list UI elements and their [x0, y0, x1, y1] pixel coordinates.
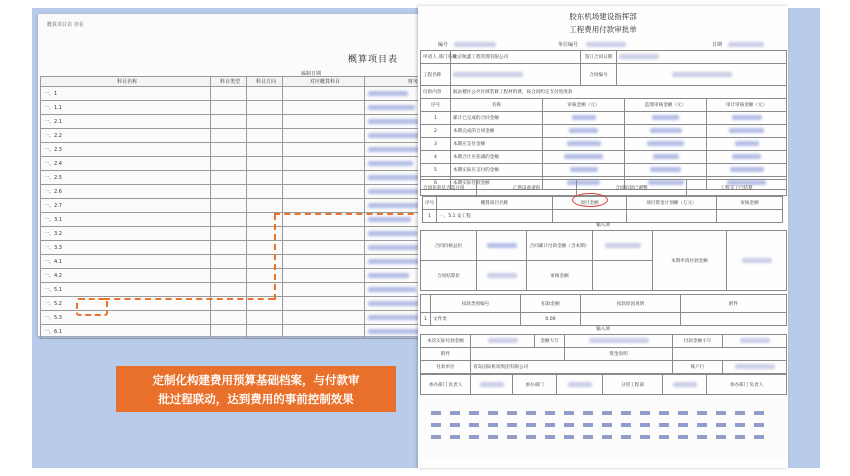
contract-total-label: 合同价格总价 [421, 231, 477, 261]
row-cell [283, 143, 365, 157]
progress-amount [543, 164, 625, 177]
amount-label: 本次实际付款金额 [421, 335, 471, 348]
row-cell [283, 241, 365, 255]
budget-col: 概算项目名称 [437, 197, 553, 210]
contract-name-label: 工程名称 [421, 64, 451, 86]
progress-amount [625, 112, 707, 125]
progress-amount-value [572, 115, 596, 120]
row-cell [283, 283, 365, 297]
progress-row [421, 112, 787, 125]
row-cell [211, 213, 247, 227]
table-row[interactable] [41, 143, 459, 157]
table-row[interactable] [41, 129, 459, 143]
row-code: 一、5.3 [41, 311, 211, 325]
flow-node [488, 435, 498, 439]
table-row[interactable] [41, 283, 459, 297]
progress-name: 本期合计应扣减的金额 [451, 151, 543, 164]
payment-type-c[interactable]: 工程交工已结算 [687, 180, 787, 196]
progress-amount [625, 164, 707, 177]
flow-node [659, 435, 669, 439]
flow-node [450, 423, 460, 427]
progress-amount [543, 112, 625, 125]
row-cell [247, 269, 283, 283]
sheet-subtitle: 编制日期 [301, 71, 322, 77]
table-row[interactable] [41, 115, 459, 129]
col-header[interactable]: 科目名称 [41, 77, 211, 87]
row-code: 一、3.2 [41, 227, 211, 241]
progress-amount-value [652, 115, 679, 120]
flow-node [754, 423, 764, 427]
flow-node [602, 411, 612, 415]
row-cell [247, 171, 283, 185]
col-header[interactable]: 科目类型 [211, 77, 247, 87]
flow-node [564, 435, 574, 439]
row-cell [211, 325, 247, 339]
progress-name: 累计已完成的合同金额 [451, 112, 543, 125]
pay-item-value: 航站楼区公共区域装修工程材料费，按合同约定支付进度款 [451, 86, 787, 99]
account-value [735, 364, 775, 369]
flow-node [431, 435, 441, 439]
flow-node [735, 411, 745, 415]
payment-type-table [420, 179, 787, 196]
finance-value [368, 161, 413, 166]
flow-node [564, 423, 574, 427]
row-code: 一、4.2 [41, 269, 211, 283]
table-row[interactable] [41, 269, 459, 283]
flow-node [716, 435, 726, 439]
progress-name: 本期实际应支付的金额 [451, 164, 543, 177]
flow-node [450, 435, 460, 439]
pay-item-label: 付款内容 [421, 86, 451, 99]
col-header[interactable]: 对应概算科目 [283, 77, 365, 87]
row-cell [247, 255, 283, 269]
row-code: 一、3.1 [41, 213, 211, 227]
finance-value [368, 119, 422, 124]
progress-col: 序号 [421, 99, 451, 112]
connector-line [104, 298, 274, 300]
flow-node [678, 423, 688, 427]
row-cell [211, 115, 247, 129]
approval-flow-bg [419, 395, 787, 461]
table-row[interactable] [41, 227, 459, 241]
col-header[interactable]: 科目方向 [247, 77, 283, 87]
flow-node [583, 435, 593, 439]
progress-amount-value [564, 154, 603, 159]
leader-label: 承办部门 [513, 375, 557, 395]
approval-flow-diagram [419, 395, 787, 461]
table-row[interactable] [41, 157, 459, 171]
flow-node [602, 423, 612, 427]
flow-node [488, 411, 498, 415]
flow-node [678, 435, 688, 439]
budget-col: 项目金额 [553, 197, 627, 210]
row-code: 一、6.1 [41, 325, 211, 339]
row-code: 一、5.2 [41, 297, 211, 311]
flow-node [621, 423, 631, 427]
budget-col: 序号 [423, 197, 437, 210]
row-cell [247, 185, 283, 199]
payment-type-b[interactable]: 合同价款已调整 [577, 180, 687, 196]
flow-node [754, 435, 764, 439]
contract-no-value [672, 72, 732, 77]
flow-node [450, 411, 460, 415]
progress-no: 2 [421, 125, 451, 138]
flow-node [469, 411, 479, 415]
row-cell [247, 129, 283, 143]
upper-value [589, 338, 649, 343]
deduct-row-name: 文件类 [431, 313, 521, 326]
flow-node [678, 411, 688, 415]
progress-amount [543, 125, 625, 138]
signature-table [420, 374, 787, 395]
row-cell [211, 227, 247, 241]
progress-row [421, 151, 787, 164]
progress-amount [707, 164, 787, 177]
progress-col: 监理审核金额（元） [625, 99, 707, 112]
progress-amount-value [650, 167, 681, 172]
row-cell [247, 241, 283, 255]
row-code: 一、2.3 [41, 143, 211, 157]
row-cell [283, 255, 365, 269]
dept-head-sign [480, 382, 504, 387]
flow-node [697, 411, 707, 415]
progress-amount-value [732, 154, 761, 159]
progress-col: 名称 [451, 99, 543, 112]
sheet-tab-label[interactable]: 概算项目表 查看 [47, 22, 84, 28]
flow-node [526, 435, 536, 439]
header-no-label: 编号 [438, 42, 449, 48]
contract-paid-value [605, 243, 641, 248]
progress-name: 本期完成的合同金额 [451, 125, 543, 138]
flow-node [545, 411, 555, 415]
contract-no-label: 合同编号 [581, 64, 617, 86]
table-row[interactable] [41, 325, 459, 339]
flow-node [735, 423, 745, 427]
row-cell [283, 297, 365, 311]
highlight-dashed-box [76, 298, 108, 316]
deduct-row-no: 1 [421, 313, 431, 326]
flow-node [507, 435, 517, 439]
finance-value [368, 245, 425, 250]
highlight-oval [572, 193, 608, 207]
flow-node [507, 423, 517, 427]
row-cell [283, 311, 365, 325]
finance-value [368, 287, 416, 292]
row-cell [211, 255, 247, 269]
contract-amount-table [420, 230, 787, 291]
form-subtitle: 工程费用付款审批单 [569, 25, 637, 34]
progress-amount [625, 138, 707, 151]
progress-name: 本期实际付款金额 [451, 177, 543, 190]
flow-node [754, 411, 764, 415]
dept-head-label: 承办部门 负责人 [421, 375, 471, 395]
row-cell [247, 227, 283, 241]
row-cell [247, 325, 283, 339]
row-cell [247, 115, 283, 129]
row-cell [283, 227, 365, 241]
sheet-title: 概算项目表 [348, 55, 399, 65]
row-cell [247, 101, 283, 115]
row-cell [283, 157, 365, 171]
payee-label: 付款单位 [421, 361, 471, 374]
progress-col: 审计审核金额（元） [707, 99, 787, 112]
progress-amount [543, 151, 625, 164]
amount-value [488, 338, 518, 343]
row-cell [283, 115, 365, 129]
progress-row [421, 164, 787, 177]
row-cell [211, 143, 247, 157]
table-row[interactable] [41, 185, 459, 199]
flow-node [583, 411, 593, 415]
payee-value: 青岛国际机场集团有限公司 [471, 361, 673, 374]
finance-value [368, 273, 409, 278]
flow-node [697, 435, 707, 439]
connector-line [274, 214, 276, 300]
contract-date-value [619, 54, 659, 59]
row-cell [211, 283, 247, 297]
row-code: 一、2.1 [41, 115, 211, 129]
progress-row [421, 138, 787, 151]
progress-row [421, 125, 787, 138]
table-row[interactable] [41, 101, 459, 115]
progress-amount [625, 151, 707, 164]
flow-node [640, 423, 650, 427]
row-cell [283, 129, 365, 143]
section-label: 输入项 [596, 223, 610, 228]
finance-value [368, 231, 418, 236]
progress-amount [625, 125, 707, 138]
row-cell [247, 157, 283, 171]
table-row[interactable] [41, 171, 459, 185]
row-cell [211, 269, 247, 283]
flow-node [431, 411, 441, 415]
row-cell [211, 171, 247, 185]
final-label: 承办部门 负责人 [707, 375, 787, 395]
flow-node [564, 411, 574, 415]
progress-col: 审核金额（元） [543, 99, 625, 112]
progress-amount [707, 138, 787, 151]
progress-amount-value [730, 167, 764, 172]
table-header-row [41, 77, 459, 87]
deduct-row-amount: 0.00 [521, 313, 581, 326]
finance-value [368, 175, 420, 180]
row-cell [211, 87, 247, 101]
form-top-table [420, 50, 787, 99]
progress-name: 本期应支付金额 [451, 138, 543, 151]
row-code: 一、2.7 [41, 199, 211, 213]
flow-node [488, 423, 498, 427]
connector-line [274, 213, 424, 215]
progress-amount-value [647, 141, 684, 146]
flow-node [507, 411, 517, 415]
budget-row-name[interactable]: 一、5.1 安工程 [437, 210, 553, 223]
flow-node [640, 411, 650, 415]
row-cell [283, 87, 365, 101]
flow-node [469, 423, 479, 427]
row-cell [247, 199, 283, 213]
flow-node [659, 423, 669, 427]
payment-type-a[interactable]: 乙供设备请审 [477, 180, 577, 196]
callout-line: 批过程联动，达到费用的事前控制效果 [158, 392, 354, 406]
attach-label: 附件 [421, 348, 471, 361]
audit-label: 审核金额 [527, 261, 593, 291]
row-code: 一、2.2 [41, 129, 211, 143]
budget-col: 项目资金计划额（万元） [627, 197, 717, 210]
flow-node [602, 435, 612, 439]
flow-node [431, 423, 441, 427]
row-code: 一、1 [41, 87, 211, 101]
progress-amount [707, 125, 787, 138]
row-code: 一、5.1 [41, 283, 211, 297]
row-cell [283, 185, 365, 199]
contract-paid-label: 合同累计付款金额（含本期） [527, 231, 593, 261]
payment-type-label: 合同价款是否需分项 [421, 180, 477, 196]
row-code: 一、4.1 [41, 255, 211, 269]
leader-sign [568, 382, 592, 387]
row-cell [247, 87, 283, 101]
row-code: 一、3.3 [41, 241, 211, 255]
form-title: 胶东机场建设指挥部 [569, 12, 637, 21]
project-sign [673, 382, 697, 387]
row-code: 一、2.4 [41, 157, 211, 171]
budget-sheet [38, 14, 458, 336]
table-row[interactable] [41, 255, 459, 269]
row-cell [211, 157, 247, 171]
progress-no: 3 [421, 138, 451, 151]
deduct-col: 扣款金额 [521, 295, 581, 313]
header-unit-value [586, 42, 626, 47]
row-cell [247, 311, 283, 325]
project-label: 分管工程部 [603, 375, 663, 395]
row-cell [283, 101, 365, 115]
progress-amount-value [570, 167, 598, 172]
finance-value [368, 105, 415, 110]
budget-col: 审核金额 [717, 197, 783, 210]
row-cell [283, 325, 365, 339]
finance-value [368, 301, 423, 306]
progress-amount-value [569, 128, 598, 133]
settle-label: 合同结算价 [421, 261, 477, 291]
finance-value [368, 217, 411, 222]
progress-amount [707, 151, 787, 164]
header-date-value [728, 42, 764, 47]
flow-node [621, 435, 631, 439]
flow-node [640, 435, 650, 439]
progress-no: 4 [421, 151, 451, 164]
row-cell [211, 129, 247, 143]
flow-node [545, 423, 555, 427]
row-code: 一、1.1 [41, 101, 211, 115]
flow-node [583, 423, 593, 427]
flow-node [716, 423, 726, 427]
row-cell [211, 311, 247, 325]
header-unit-label: 单位编号 [558, 42, 579, 48]
progress-no: 5 [421, 164, 451, 177]
flow-node [716, 411, 726, 415]
contract-name-value [453, 72, 523, 77]
row-code: 一、2.5 [41, 171, 211, 185]
progress-table [420, 98, 787, 190]
progress-amount-value [729, 128, 764, 133]
row-cell [283, 171, 365, 185]
progress-no: 6 [421, 177, 451, 190]
table-row[interactable] [41, 199, 459, 213]
callout-banner [116, 366, 396, 412]
budget-row-no: 1 [423, 210, 437, 223]
settle-value [487, 273, 517, 278]
row-cell [211, 101, 247, 115]
deduct-col: 附件 [681, 295, 787, 313]
callout-line: 定制化构建费用预算基础档案，与付款审 [152, 373, 360, 387]
table-row[interactable] [41, 241, 459, 255]
progress-amount [707, 112, 787, 125]
flow-node [526, 411, 536, 415]
contract-date-label: 签订合同日期 [581, 51, 617, 64]
flow-node [697, 423, 707, 427]
header-date-label: 日期 [712, 42, 723, 48]
row-cell [211, 185, 247, 199]
explain-label: 资金说明 [565, 348, 673, 361]
progress-amount-value [567, 141, 601, 146]
flow-node [545, 435, 555, 439]
account-label: 账户行 [673, 361, 723, 374]
finance-value [368, 91, 408, 96]
progress-amount-value [650, 128, 682, 133]
header-no-value [454, 42, 496, 47]
deduct-table [420, 294, 787, 326]
flow-node [526, 423, 536, 427]
progress-no: 1 [421, 112, 451, 125]
row-cell [247, 283, 283, 297]
deduct-label: 本期申请付款金额 [653, 231, 727, 291]
row-cell [283, 199, 365, 213]
applicant-label: 申请人 部门名称 [421, 51, 451, 64]
contract-total-value [487, 243, 517, 248]
section-label: 输入项 [596, 327, 610, 332]
flow-node [735, 435, 745, 439]
flow-node [659, 411, 669, 415]
deduct-col: 扣款类别编号 [431, 295, 521, 313]
progress-amount-value [735, 141, 759, 146]
progress-amount-value [732, 115, 762, 120]
lower-label: 付款金额小写 [673, 335, 723, 348]
row-cell [283, 269, 365, 283]
row-code: 一、2.6 [41, 185, 211, 199]
flow-node [469, 435, 479, 439]
flow-node [621, 411, 631, 415]
col-header[interactable]: 财务 [365, 77, 459, 87]
bank-table [420, 334, 787, 374]
lower-value [740, 338, 770, 343]
company-value: 北京航鑫工程管理有限公司 [451, 51, 581, 64]
deduct-value [742, 258, 772, 263]
progress-amount [543, 138, 625, 151]
upper-label: 金额大写 [535, 335, 565, 348]
progress-amount-value [653, 154, 679, 159]
deduct-col: 扣款原因说明 [581, 295, 681, 313]
row-cell [211, 241, 247, 255]
table-row[interactable] [41, 87, 459, 101]
row-cell [211, 199, 247, 213]
row-cell [247, 143, 283, 157]
